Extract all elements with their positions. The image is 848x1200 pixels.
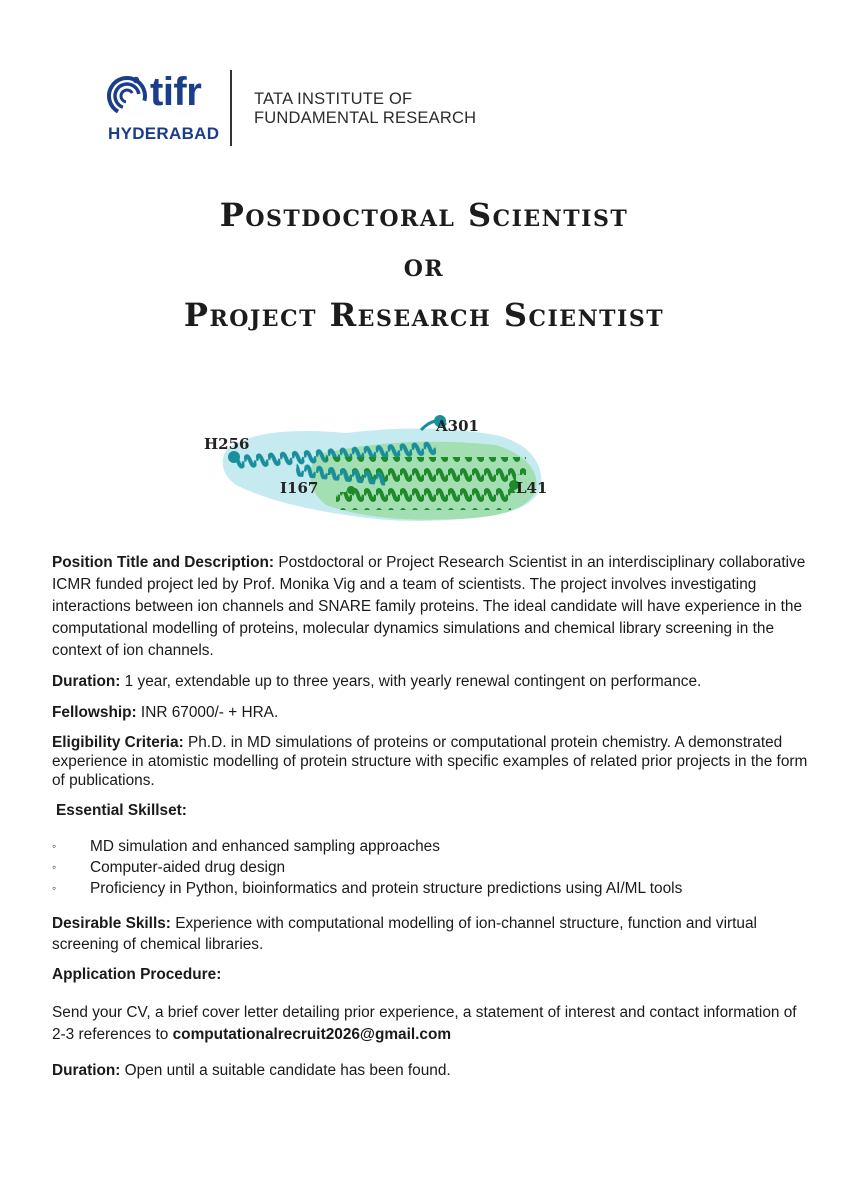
duration-paragraph [52, 671, 812, 693]
list-item [52, 857, 812, 878]
tifr-logo [106, 68, 486, 150]
desirable-paragraph [52, 913, 812, 955]
residue-label: A301 [436, 417, 479, 435]
list-item [52, 878, 812, 899]
open-duration-text: Open until a suitable candidate has been found. [120, 1062, 451, 1079]
contact-email-link[interactable]: computationalrecruit2026@gmail.com [172, 1026, 452, 1043]
duration-label: Duration: [52, 673, 121, 690]
logo-word: tifr [150, 70, 202, 114]
bullet-icon: ◦ [52, 839, 57, 853]
eligibility-paragraph [52, 733, 812, 790]
bullet-icon: ◦ [52, 881, 57, 895]
protein-structure-figure [196, 405, 566, 530]
essential-skills-list [52, 836, 812, 899]
position-text: Postdoctoral or Project Research Scientist in an interdisciplinary collaborative ICMR funded project led by Prof. Monika Vig and a team of scientists. The project involves investigating interactions between ion channels and SNARE family proteins. The ideal candidate will have experience in the computational modelling of proteins, molecular dynamics simulations and chemical library screening in the context of ion channels. [52, 554, 806, 659]
title-line-2: or [403, 246, 445, 284]
duration-text: 1 year, extendable up to three years, with yearly renewal contingent on performance. [120, 673, 702, 690]
residue-label: I167 [280, 479, 319, 497]
list-item [52, 836, 812, 857]
residue-label: H256 [204, 435, 250, 453]
skill-text: Proficiency in Python, bioinformatics and protein structure predictions using AI/ML tools [90, 880, 683, 897]
fellowship-text: INR 67000/- + HRA. [136, 704, 279, 721]
residue-label: L41 [516, 479, 548, 497]
institute-line-1: TATA INSTITUTE OF [254, 90, 413, 108]
job-description [52, 552, 812, 1091]
page-title [0, 190, 848, 340]
application-paragraph [52, 1002, 812, 1046]
institute-line-2: FUNDAMENTAL RESEARCH [254, 109, 477, 127]
bullet-icon: ◦ [52, 860, 57, 874]
essential-skillset-heading: Essential Skillset: [56, 802, 187, 819]
skill-text: Computer-aided drug design [90, 859, 286, 876]
title-line-1: Postdoctoral Scientist [219, 196, 629, 234]
institute-name [254, 90, 476, 128]
desirable-text: Experience with computational modelling of ion-channel structure, function and virtual screening of chemical libraries. [52, 915, 757, 953]
tifr-swirl-icon [106, 72, 152, 118]
fellowship-paragraph [52, 702, 812, 724]
logo-city: HYDERABAD [108, 124, 220, 143]
open-duration-paragraph [52, 1060, 812, 1082]
position-paragraph [52, 552, 812, 662]
eligibility-text: Ph.D. in MD simulations of proteins or computational protein chemistry. A demonstrated experience in atomistic modelling of protein structure with specific examples of related prior projects in the form of publications. [52, 734, 808, 789]
application-text: Send your CV, a brief cover letter detailing prior experience, a statement of interest and contact information of 2-3 references to [52, 1004, 797, 1043]
desirable-label: Desirable Skills: [52, 915, 171, 932]
eligibility-label: Eligibility Criteria: [52, 734, 184, 751]
application-heading: Application Procedure: [52, 966, 222, 983]
logo-divider [230, 70, 232, 146]
position-label: Position Title and Description: [52, 554, 275, 571]
skill-text: MD simulation and enhanced sampling approaches [90, 838, 440, 855]
open-duration-label: Duration: [52, 1062, 121, 1079]
fellowship-label: Fellowship: [52, 704, 137, 721]
protein-helix-image [196, 405, 566, 530]
title-line-3: Project Research Scientist [183, 296, 665, 334]
